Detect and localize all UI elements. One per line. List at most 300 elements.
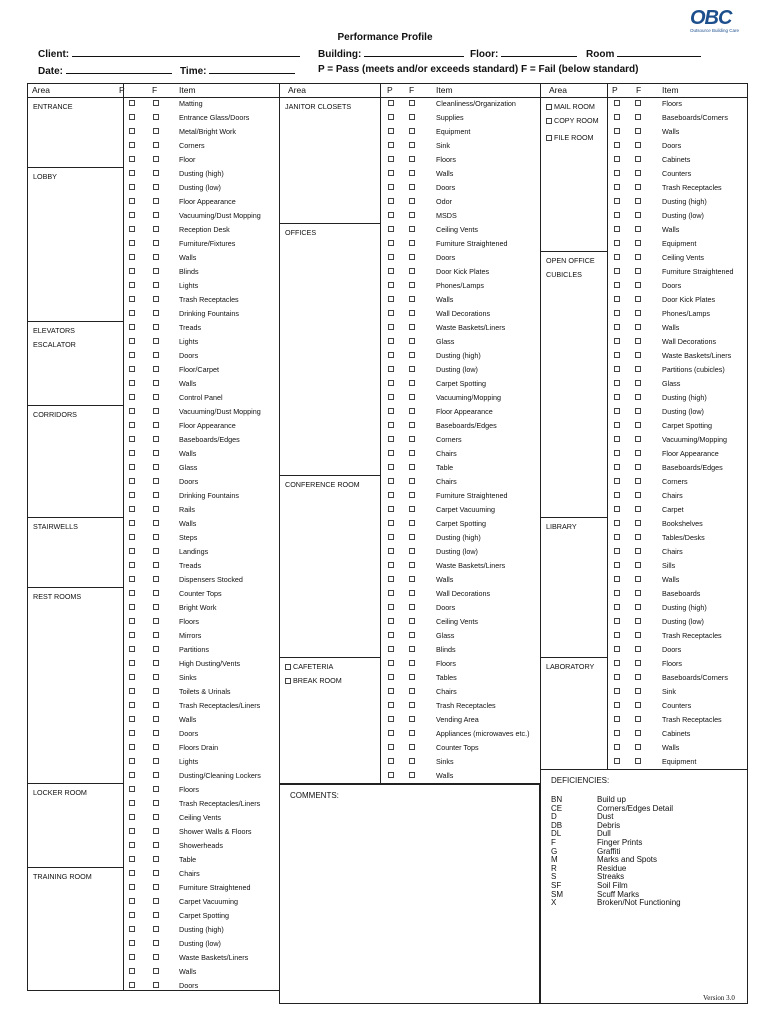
- fail-checkbox[interactable]: [153, 492, 159, 498]
- pass-checkbox[interactable]: [614, 436, 620, 442]
- pass-checkbox[interactable]: [129, 380, 135, 386]
- fail-checkbox[interactable]: [153, 576, 159, 582]
- fail-checkbox[interactable]: [153, 688, 159, 694]
- pass-checkbox[interactable]: [388, 380, 394, 386]
- fail-checkbox[interactable]: [153, 240, 159, 246]
- fail-checkbox[interactable]: [409, 604, 415, 610]
- pass-checkbox[interactable]: [129, 534, 135, 540]
- pass-checkbox[interactable]: [129, 702, 135, 708]
- pass-checkbox[interactable]: [388, 394, 394, 400]
- fail-checkbox[interactable]: [635, 128, 641, 134]
- pass-checkbox[interactable]: [614, 450, 620, 456]
- fail-checkbox[interactable]: [153, 716, 159, 722]
- pass-checkbox[interactable]: [614, 758, 620, 764]
- fail-checkbox[interactable]: [409, 324, 415, 330]
- fail-checkbox[interactable]: [153, 170, 159, 176]
- fail-checkbox[interactable]: [153, 562, 159, 568]
- pass-checkbox[interactable]: [129, 464, 135, 470]
- pass-checkbox[interactable]: [129, 856, 135, 862]
- room-line[interactable]: [617, 47, 701, 57]
- pass-checkbox[interactable]: [129, 100, 135, 106]
- fail-checkbox[interactable]: [153, 884, 159, 890]
- fail-checkbox[interactable]: [153, 674, 159, 680]
- fail-checkbox[interactable]: [153, 380, 159, 386]
- pass-checkbox[interactable]: [388, 436, 394, 442]
- pass-checkbox[interactable]: [388, 674, 394, 680]
- fail-checkbox[interactable]: [635, 310, 641, 316]
- fail-checkbox[interactable]: [153, 310, 159, 316]
- pass-checkbox[interactable]: [614, 352, 620, 358]
- pass-checkbox[interactable]: [129, 954, 135, 960]
- pass-checkbox[interactable]: [129, 758, 135, 764]
- pass-checkbox[interactable]: [388, 632, 394, 638]
- fail-checkbox[interactable]: [153, 828, 159, 834]
- pass-checkbox[interactable]: [614, 212, 620, 218]
- pass-checkbox[interactable]: [614, 590, 620, 596]
- pass-checkbox[interactable]: [388, 716, 394, 722]
- fail-checkbox[interactable]: [409, 534, 415, 540]
- fail-checkbox[interactable]: [153, 968, 159, 974]
- pass-checkbox[interactable]: [129, 492, 135, 498]
- pass-checkbox[interactable]: [129, 296, 135, 302]
- fail-checkbox[interactable]: [153, 702, 159, 708]
- fail-checkbox[interactable]: [409, 282, 415, 288]
- pass-checkbox[interactable]: [129, 744, 135, 750]
- fail-checkbox[interactable]: [153, 324, 159, 330]
- pass-checkbox[interactable]: [129, 618, 135, 624]
- fail-checkbox[interactable]: [409, 772, 415, 778]
- fail-checkbox[interactable]: [153, 786, 159, 792]
- fail-checkbox[interactable]: [153, 856, 159, 862]
- pass-checkbox[interactable]: [614, 338, 620, 344]
- fail-checkbox[interactable]: [153, 730, 159, 736]
- area-label[interactable]: [546, 116, 599, 125]
- fail-checkbox[interactable]: [153, 114, 159, 120]
- fail-checkbox[interactable]: [153, 142, 159, 148]
- pass-checkbox[interactable]: [614, 394, 620, 400]
- pass-checkbox[interactable]: [129, 926, 135, 932]
- pass-checkbox[interactable]: [388, 324, 394, 330]
- pass-checkbox[interactable]: [614, 380, 620, 386]
- pass-checkbox[interactable]: [129, 982, 135, 988]
- fail-checkbox[interactable]: [635, 184, 641, 190]
- time-field[interactable]: [180, 64, 295, 77]
- fail-checkbox[interactable]: [153, 646, 159, 652]
- fail-checkbox[interactable]: [635, 534, 641, 540]
- fail-checkbox[interactable]: [153, 982, 159, 988]
- area-label[interactable]: [285, 676, 342, 685]
- fail-checkbox[interactable]: [409, 128, 415, 134]
- pass-checkbox[interactable]: [129, 226, 135, 232]
- fail-checkbox[interactable]: [153, 352, 159, 358]
- pass-checkbox[interactable]: [388, 100, 394, 106]
- pass-checkbox[interactable]: [129, 716, 135, 722]
- pass-checkbox[interactable]: [388, 268, 394, 274]
- fail-checkbox[interactable]: [153, 254, 159, 260]
- pass-checkbox[interactable]: [614, 632, 620, 638]
- fail-checkbox[interactable]: [153, 800, 159, 806]
- pass-checkbox[interactable]: [129, 646, 135, 652]
- pass-checkbox[interactable]: [129, 772, 135, 778]
- room-field[interactable]: [586, 47, 701, 60]
- pass-checkbox[interactable]: [614, 604, 620, 610]
- pass-checkbox[interactable]: [129, 940, 135, 946]
- pass-checkbox[interactable]: [388, 422, 394, 428]
- pass-checkbox[interactable]: [388, 730, 394, 736]
- fail-checkbox[interactable]: [635, 282, 641, 288]
- fail-checkbox[interactable]: [153, 954, 159, 960]
- pass-checkbox[interactable]: [129, 184, 135, 190]
- pass-checkbox[interactable]: [388, 170, 394, 176]
- fail-checkbox[interactable]: [153, 870, 159, 876]
- pass-checkbox[interactable]: [388, 296, 394, 302]
- pass-checkbox[interactable]: [614, 548, 620, 554]
- fail-checkbox[interactable]: [153, 422, 159, 428]
- fail-checkbox[interactable]: [409, 254, 415, 260]
- pass-checkbox[interactable]: [129, 212, 135, 218]
- pass-checkbox[interactable]: [388, 646, 394, 652]
- fail-checkbox[interactable]: [409, 240, 415, 246]
- fail-checkbox[interactable]: [409, 170, 415, 176]
- pass-checkbox[interactable]: [614, 100, 620, 106]
- fail-checkbox[interactable]: [409, 758, 415, 764]
- pass-checkbox[interactable]: [614, 744, 620, 750]
- fail-checkbox[interactable]: [635, 492, 641, 498]
- fail-checkbox[interactable]: [635, 660, 641, 666]
- pass-checkbox[interactable]: [129, 786, 135, 792]
- area-checkbox[interactable]: [285, 664, 291, 670]
- fail-checkbox[interactable]: [409, 310, 415, 316]
- time-line[interactable]: [209, 64, 295, 74]
- pass-checkbox[interactable]: [614, 282, 620, 288]
- pass-checkbox[interactable]: [129, 422, 135, 428]
- pass-checkbox[interactable]: [129, 548, 135, 554]
- pass-checkbox[interactable]: [129, 436, 135, 442]
- fail-checkbox[interactable]: [635, 198, 641, 204]
- pass-checkbox[interactable]: [614, 296, 620, 302]
- fail-checkbox[interactable]: [153, 618, 159, 624]
- fail-checkbox[interactable]: [409, 744, 415, 750]
- pass-checkbox[interactable]: [614, 114, 620, 120]
- pass-checkbox[interactable]: [129, 352, 135, 358]
- pass-checkbox[interactable]: [614, 422, 620, 428]
- pass-checkbox[interactable]: [388, 282, 394, 288]
- fail-checkbox[interactable]: [635, 730, 641, 736]
- pass-checkbox[interactable]: [388, 688, 394, 694]
- fail-checkbox[interactable]: [409, 548, 415, 554]
- pass-checkbox[interactable]: [388, 128, 394, 134]
- pass-checkbox[interactable]: [614, 324, 620, 330]
- fail-checkbox[interactable]: [153, 940, 159, 946]
- fail-checkbox[interactable]: [635, 254, 641, 260]
- pass-checkbox[interactable]: [388, 408, 394, 414]
- pass-checkbox[interactable]: [129, 870, 135, 876]
- building-line[interactable]: [364, 47, 464, 57]
- pass-checkbox[interactable]: [614, 156, 620, 162]
- fail-checkbox[interactable]: [409, 576, 415, 582]
- pass-checkbox[interactable]: [388, 464, 394, 470]
- pass-checkbox[interactable]: [129, 478, 135, 484]
- fail-checkbox[interactable]: [153, 912, 159, 918]
- pass-checkbox[interactable]: [614, 702, 620, 708]
- pass-checkbox[interactable]: [129, 506, 135, 512]
- pass-checkbox[interactable]: [129, 730, 135, 736]
- fail-checkbox[interactable]: [153, 898, 159, 904]
- fail-checkbox[interactable]: [153, 926, 159, 932]
- fail-checkbox[interactable]: [409, 660, 415, 666]
- pass-checkbox[interactable]: [129, 884, 135, 890]
- fail-checkbox[interactable]: [153, 212, 159, 218]
- fail-checkbox[interactable]: [409, 114, 415, 120]
- pass-checkbox[interactable]: [614, 688, 620, 694]
- fail-checkbox[interactable]: [409, 730, 415, 736]
- fail-checkbox[interactable]: [153, 590, 159, 596]
- pass-checkbox[interactable]: [388, 758, 394, 764]
- pass-checkbox[interactable]: [388, 240, 394, 246]
- pass-checkbox[interactable]: [388, 226, 394, 232]
- fail-checkbox[interactable]: [409, 380, 415, 386]
- fail-checkbox[interactable]: [635, 142, 641, 148]
- fail-checkbox[interactable]: [635, 422, 641, 428]
- fail-checkbox[interactable]: [409, 618, 415, 624]
- pass-checkbox[interactable]: [388, 338, 394, 344]
- fail-checkbox[interactable]: [153, 436, 159, 442]
- client-field[interactable]: [38, 47, 300, 60]
- fail-checkbox[interactable]: [635, 632, 641, 638]
- area-label[interactable]: [285, 662, 333, 671]
- fail-checkbox[interactable]: [635, 604, 641, 610]
- pass-checkbox[interactable]: [614, 128, 620, 134]
- fail-checkbox[interactable]: [635, 408, 641, 414]
- pass-checkbox[interactable]: [614, 254, 620, 260]
- pass-checkbox[interactable]: [614, 268, 620, 274]
- fail-checkbox[interactable]: [153, 758, 159, 764]
- fail-checkbox[interactable]: [409, 436, 415, 442]
- pass-checkbox[interactable]: [388, 744, 394, 750]
- pass-checkbox[interactable]: [388, 254, 394, 260]
- fail-checkbox[interactable]: [153, 632, 159, 638]
- fail-checkbox[interactable]: [409, 520, 415, 526]
- pass-checkbox[interactable]: [129, 394, 135, 400]
- pass-checkbox[interactable]: [129, 604, 135, 610]
- pass-checkbox[interactable]: [129, 814, 135, 820]
- pass-checkbox[interactable]: [129, 688, 135, 694]
- pass-checkbox[interactable]: [388, 142, 394, 148]
- fail-checkbox[interactable]: [153, 660, 159, 666]
- fail-checkbox[interactable]: [153, 506, 159, 512]
- fail-checkbox[interactable]: [153, 156, 159, 162]
- pass-checkbox[interactable]: [388, 520, 394, 526]
- fail-checkbox[interactable]: [635, 100, 641, 106]
- pass-checkbox[interactable]: [388, 114, 394, 120]
- fail-checkbox[interactable]: [153, 464, 159, 470]
- pass-checkbox[interactable]: [129, 240, 135, 246]
- fail-checkbox[interactable]: [635, 744, 641, 750]
- pass-checkbox[interactable]: [388, 562, 394, 568]
- floor-field[interactable]: [470, 47, 577, 60]
- fail-checkbox[interactable]: [153, 128, 159, 134]
- pass-checkbox[interactable]: [129, 576, 135, 582]
- fail-checkbox[interactable]: [153, 226, 159, 232]
- pass-checkbox[interactable]: [614, 240, 620, 246]
- fail-checkbox[interactable]: [153, 296, 159, 302]
- pass-checkbox[interactable]: [614, 646, 620, 652]
- pass-checkbox[interactable]: [129, 590, 135, 596]
- pass-checkbox[interactable]: [614, 478, 620, 484]
- pass-checkbox[interactable]: [129, 338, 135, 344]
- fail-checkbox[interactable]: [153, 408, 159, 414]
- fail-checkbox[interactable]: [153, 478, 159, 484]
- pass-checkbox[interactable]: [614, 534, 620, 540]
- fail-checkbox[interactable]: [635, 338, 641, 344]
- fail-checkbox[interactable]: [409, 702, 415, 708]
- fail-checkbox[interactable]: [635, 702, 641, 708]
- pass-checkbox[interactable]: [614, 142, 620, 148]
- client-line[interactable]: [72, 47, 300, 57]
- pass-checkbox[interactable]: [614, 226, 620, 232]
- pass-checkbox[interactable]: [388, 212, 394, 218]
- fail-checkbox[interactable]: [153, 772, 159, 778]
- pass-checkbox[interactable]: [614, 198, 620, 204]
- pass-checkbox[interactable]: [129, 912, 135, 918]
- fail-checkbox[interactable]: [409, 562, 415, 568]
- pass-checkbox[interactable]: [129, 114, 135, 120]
- fail-checkbox[interactable]: [409, 142, 415, 148]
- fail-checkbox[interactable]: [153, 268, 159, 274]
- fail-checkbox[interactable]: [635, 114, 641, 120]
- pass-checkbox[interactable]: [129, 828, 135, 834]
- fail-checkbox[interactable]: [409, 394, 415, 400]
- pass-checkbox[interactable]: [614, 562, 620, 568]
- area-checkbox[interactable]: [546, 135, 552, 141]
- pass-checkbox[interactable]: [388, 450, 394, 456]
- fail-checkbox[interactable]: [635, 394, 641, 400]
- building-field[interactable]: [318, 47, 464, 60]
- pass-checkbox[interactable]: [614, 674, 620, 680]
- pass-checkbox[interactable]: [388, 352, 394, 358]
- fail-checkbox[interactable]: [635, 324, 641, 330]
- fail-checkbox[interactable]: [409, 716, 415, 722]
- fail-checkbox[interactable]: [409, 156, 415, 162]
- fail-checkbox[interactable]: [635, 758, 641, 764]
- fail-checkbox[interactable]: [409, 366, 415, 372]
- fail-checkbox[interactable]: [635, 716, 641, 722]
- fail-checkbox[interactable]: [635, 688, 641, 694]
- fail-checkbox[interactable]: [409, 478, 415, 484]
- fail-checkbox[interactable]: [635, 464, 641, 470]
- fail-checkbox[interactable]: [635, 618, 641, 624]
- fail-checkbox[interactable]: [635, 478, 641, 484]
- fail-checkbox[interactable]: [635, 562, 641, 568]
- fail-checkbox[interactable]: [635, 450, 641, 456]
- fail-checkbox[interactable]: [635, 590, 641, 596]
- fail-checkbox[interactable]: [635, 226, 641, 232]
- pass-checkbox[interactable]: [614, 576, 620, 582]
- area-label[interactable]: [546, 102, 595, 111]
- fail-checkbox[interactable]: [635, 548, 641, 554]
- pass-checkbox[interactable]: [129, 800, 135, 806]
- fail-checkbox[interactable]: [635, 212, 641, 218]
- pass-checkbox[interactable]: [129, 366, 135, 372]
- pass-checkbox[interactable]: [129, 562, 135, 568]
- fail-checkbox[interactable]: [409, 198, 415, 204]
- pass-checkbox[interactable]: [129, 142, 135, 148]
- fail-checkbox[interactable]: [153, 394, 159, 400]
- pass-checkbox[interactable]: [129, 170, 135, 176]
- pass-checkbox[interactable]: [388, 310, 394, 316]
- pass-checkbox[interactable]: [129, 450, 135, 456]
- fail-checkbox[interactable]: [409, 506, 415, 512]
- fail-checkbox[interactable]: [635, 520, 641, 526]
- pass-checkbox[interactable]: [614, 170, 620, 176]
- pass-checkbox[interactable]: [129, 968, 135, 974]
- fail-checkbox[interactable]: [153, 100, 159, 106]
- pass-checkbox[interactable]: [614, 618, 620, 624]
- fail-checkbox[interactable]: [409, 590, 415, 596]
- pass-checkbox[interactable]: [614, 408, 620, 414]
- fail-checkbox[interactable]: [409, 422, 415, 428]
- fail-checkbox[interactable]: [409, 492, 415, 498]
- fail-checkbox[interactable]: [635, 674, 641, 680]
- pass-checkbox[interactable]: [129, 408, 135, 414]
- fail-checkbox[interactable]: [409, 296, 415, 302]
- fail-checkbox[interactable]: [635, 506, 641, 512]
- pass-checkbox[interactable]: [129, 310, 135, 316]
- fail-checkbox[interactable]: [409, 408, 415, 414]
- fail-checkbox[interactable]: [635, 646, 641, 652]
- pass-checkbox[interactable]: [129, 842, 135, 848]
- pass-checkbox[interactable]: [614, 730, 620, 736]
- pass-checkbox[interactable]: [388, 618, 394, 624]
- pass-checkbox[interactable]: [388, 534, 394, 540]
- fail-checkbox[interactable]: [635, 352, 641, 358]
- fail-checkbox[interactable]: [409, 100, 415, 106]
- pass-checkbox[interactable]: [388, 772, 394, 778]
- pass-checkbox[interactable]: [129, 268, 135, 274]
- pass-checkbox[interactable]: [614, 520, 620, 526]
- fail-checkbox[interactable]: [409, 268, 415, 274]
- pass-checkbox[interactable]: [388, 492, 394, 498]
- fail-checkbox[interactable]: [409, 632, 415, 638]
- fail-checkbox[interactable]: [153, 450, 159, 456]
- fail-checkbox[interactable]: [153, 548, 159, 554]
- pass-checkbox[interactable]: [614, 310, 620, 316]
- fail-checkbox[interactable]: [153, 534, 159, 540]
- pass-checkbox[interactable]: [614, 184, 620, 190]
- fail-checkbox[interactable]: [635, 240, 641, 246]
- fail-checkbox[interactable]: [409, 450, 415, 456]
- fail-checkbox[interactable]: [409, 352, 415, 358]
- pass-checkbox[interactable]: [129, 282, 135, 288]
- fail-checkbox[interactable]: [153, 198, 159, 204]
- fail-checkbox[interactable]: [153, 366, 159, 372]
- pass-checkbox[interactable]: [388, 590, 394, 596]
- fail-checkbox[interactable]: [409, 338, 415, 344]
- pass-checkbox[interactable]: [614, 492, 620, 498]
- pass-checkbox[interactable]: [614, 660, 620, 666]
- pass-checkbox[interactable]: [388, 576, 394, 582]
- pass-checkbox[interactable]: [129, 324, 135, 330]
- pass-checkbox[interactable]: [129, 520, 135, 526]
- pass-checkbox[interactable]: [388, 184, 394, 190]
- fail-checkbox[interactable]: [153, 282, 159, 288]
- pass-checkbox[interactable]: [129, 128, 135, 134]
- fail-checkbox[interactable]: [409, 184, 415, 190]
- area-checkbox[interactable]: [285, 678, 291, 684]
- pass-checkbox[interactable]: [129, 632, 135, 638]
- pass-checkbox[interactable]: [129, 254, 135, 260]
- fail-checkbox[interactable]: [635, 296, 641, 302]
